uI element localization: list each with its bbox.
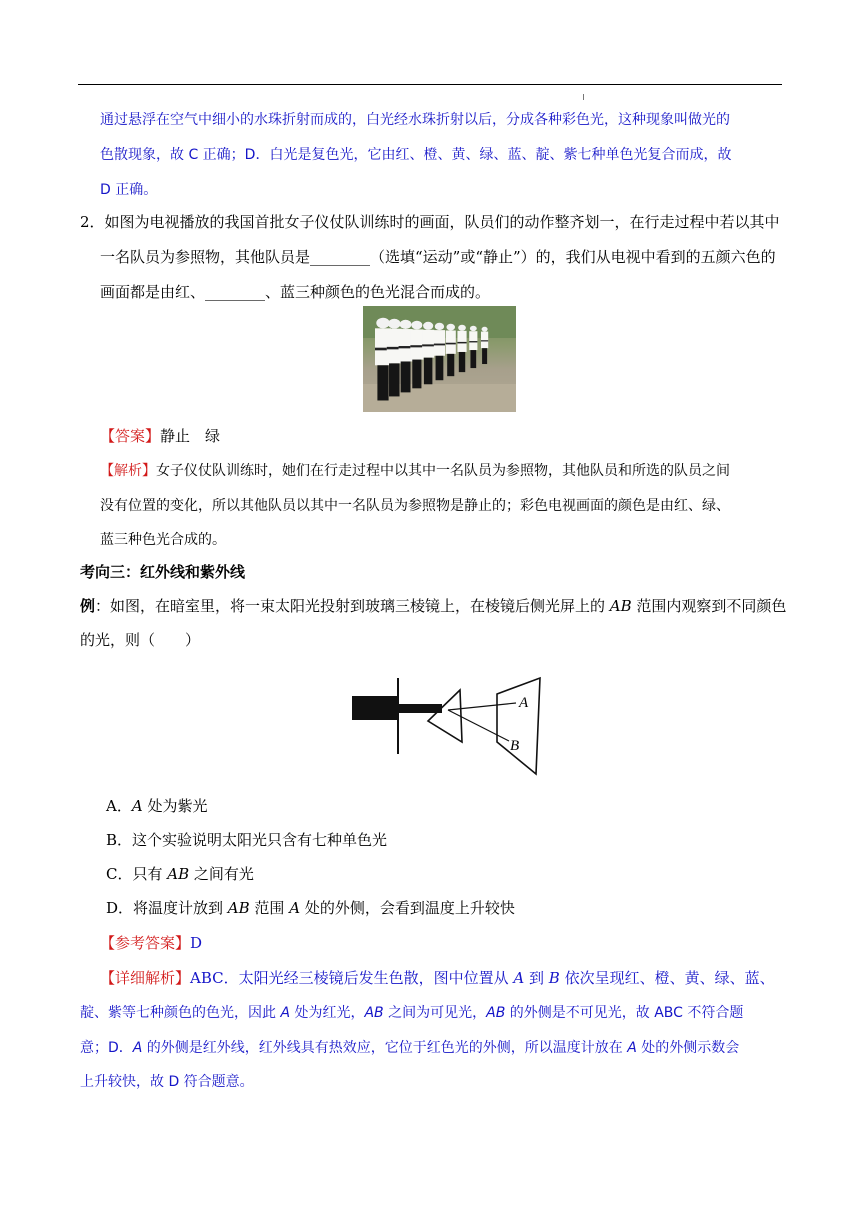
option-c-prefix: C．只有 [106, 865, 168, 883]
light-beam [398, 704, 442, 713]
detail-2a: 靛、紫等七种颜色的色光，因此 [80, 1005, 281, 1021]
continuation-line-1: 通过悬浮在空气中细小的水珠折射而成的，白光经水珠折射以后，分成各种彩色光，这种现象叫做光的 [100, 112, 730, 128]
light-screen [497, 678, 540, 774]
option-a [106, 796, 207, 816]
analysis-line-2: 没有位置的变化，所以其他队员以其中一名队员为参照物是静止的；彩色电视画面的颜色是由红、绿、 [100, 498, 730, 514]
marcher [457, 325, 466, 372]
header-mark [583, 94, 584, 100]
continuation-line-2: 色散现象，故 C 正确；D．白光是复色光，它由红、橙、黄、绿、蓝、靛、紫七种单色光复合而成，故 [100, 147, 732, 163]
detail-2-AB1: AB [364, 1005, 384, 1021]
reference-answer-value: D [190, 934, 203, 952]
detail-label: 【详细解析】 [100, 969, 191, 987]
question-2-line-3: 画面都是由红、________、蓝三种颜色的色光混合而成的。 [100, 283, 491, 301]
detail-1b: 到 [524, 969, 549, 987]
analysis-line-1 [100, 461, 730, 481]
glass-prism [428, 690, 462, 742]
detail-line-3 [80, 1038, 739, 1058]
light-source [352, 696, 398, 720]
marcher [422, 322, 434, 384]
detail-3-A2: A [627, 1040, 637, 1056]
marcher [469, 326, 477, 368]
ray-to-b [448, 710, 509, 741]
example-text-1a: ：如图，在暗室里，将一束太阳光投射到玻璃三棱镜上，在棱镜后侧光屏上的 [95, 597, 610, 615]
marcher [481, 327, 488, 364]
section-title: 考向三：红外线和紫外线 [80, 563, 246, 581]
option-d-ab: AB [227, 899, 250, 917]
answer-text: 静止 绿 [160, 427, 221, 445]
detail-1-A: A [513, 969, 525, 987]
option-d-mid: 范围 [249, 899, 290, 917]
option-c-ab: AB [167, 865, 190, 883]
marcher [410, 321, 423, 389]
detail-2c: 之间为可见光， [383, 1005, 487, 1021]
question-2-line-2: 一名队员为参照物，其他队员是________（选填“运动”或“静止”）的，我们从电视中看到的五颜六色的 [100, 248, 776, 266]
detail-3a: 意；D． [80, 1040, 133, 1056]
honor-guard-photo [363, 306, 516, 412]
detail-1c: 依次呈现红、橙、黄、绿、蓝、 [559, 969, 775, 987]
ray-to-a [448, 703, 516, 710]
option-a-letter: A [131, 797, 143, 815]
example-line-1 [80, 596, 786, 616]
detail-2d: 的外侧是不可见光，故 ABC 不符合题 [505, 1005, 744, 1021]
header-rule [78, 84, 782, 85]
detail-3c: 处的外侧示数会 [636, 1040, 740, 1056]
detail-2-AB2: AB [486, 1005, 506, 1021]
detail-line-4: 上升较快，故 D 符合题意。 [80, 1074, 254, 1090]
analysis-line-3: 蓝三种色光合成的。 [100, 532, 226, 548]
option-c [106, 864, 254, 884]
option-a-prefix: A． [106, 797, 132, 815]
option-d-prefix: D．将温度计放到 [106, 899, 228, 917]
detail-1a: ABC．太阳光经三棱镜后发生色散，图中位置从 [190, 969, 514, 987]
example-line-2: 的光，则（ ） [80, 631, 201, 649]
detail-3-A: A [132, 1040, 143, 1056]
analysis-label: 【解析】 [100, 463, 156, 479]
option-d-a: A [289, 899, 301, 917]
marcher [434, 323, 445, 380]
example-ab: AB [609, 597, 632, 615]
detail-2b: 处为红光， [290, 1005, 365, 1021]
detail-line-1 [100, 968, 775, 988]
reference-answer-line [100, 933, 202, 953]
detail-2-A: A [280, 1005, 291, 1021]
option-a-text: 处为紫光 [142, 797, 208, 815]
question-2-line-1: 2．如图为电视播放的我国首批女子仪仗队训练时的画面，队员们的动作整齐划一，在行走过程中若以其中 [80, 213, 780, 231]
label-b: B [510, 738, 520, 754]
example-label: 例 [80, 597, 96, 615]
answer-line [100, 426, 220, 446]
detail-1-B: B [548, 969, 560, 987]
answer-label: 【答案】 [100, 427, 161, 445]
example-text-1b: 范围内观察到不同颜色 [631, 597, 787, 615]
prism-diagram [352, 672, 548, 776]
continuation-line-3: D 正确。 [100, 182, 158, 198]
honor-guard-drawing [363, 306, 516, 412]
option-c-text: 之间有光 [189, 865, 254, 883]
option-d-text: 处的外侧，会看到温度上升较快 [300, 899, 515, 917]
option-b: B．这个实验说明太阳光只含有七种单色光 [106, 831, 388, 849]
analysis-text-1: 女子仪仗队训练时，她们在行走过程中以其中一名队员为参照物，其他队员和所选的队员之间 [156, 463, 730, 479]
reference-answer-label: 【参考答案】 [100, 934, 191, 952]
label-a: A [519, 695, 529, 711]
option-d [106, 898, 515, 918]
detail-3b: 的外侧是红外线，红外线具有热效应，它位于红色光的外侧，所以温度计放在 [142, 1040, 628, 1056]
marcher [446, 324, 456, 376]
detail-line-2 [80, 1003, 743, 1023]
